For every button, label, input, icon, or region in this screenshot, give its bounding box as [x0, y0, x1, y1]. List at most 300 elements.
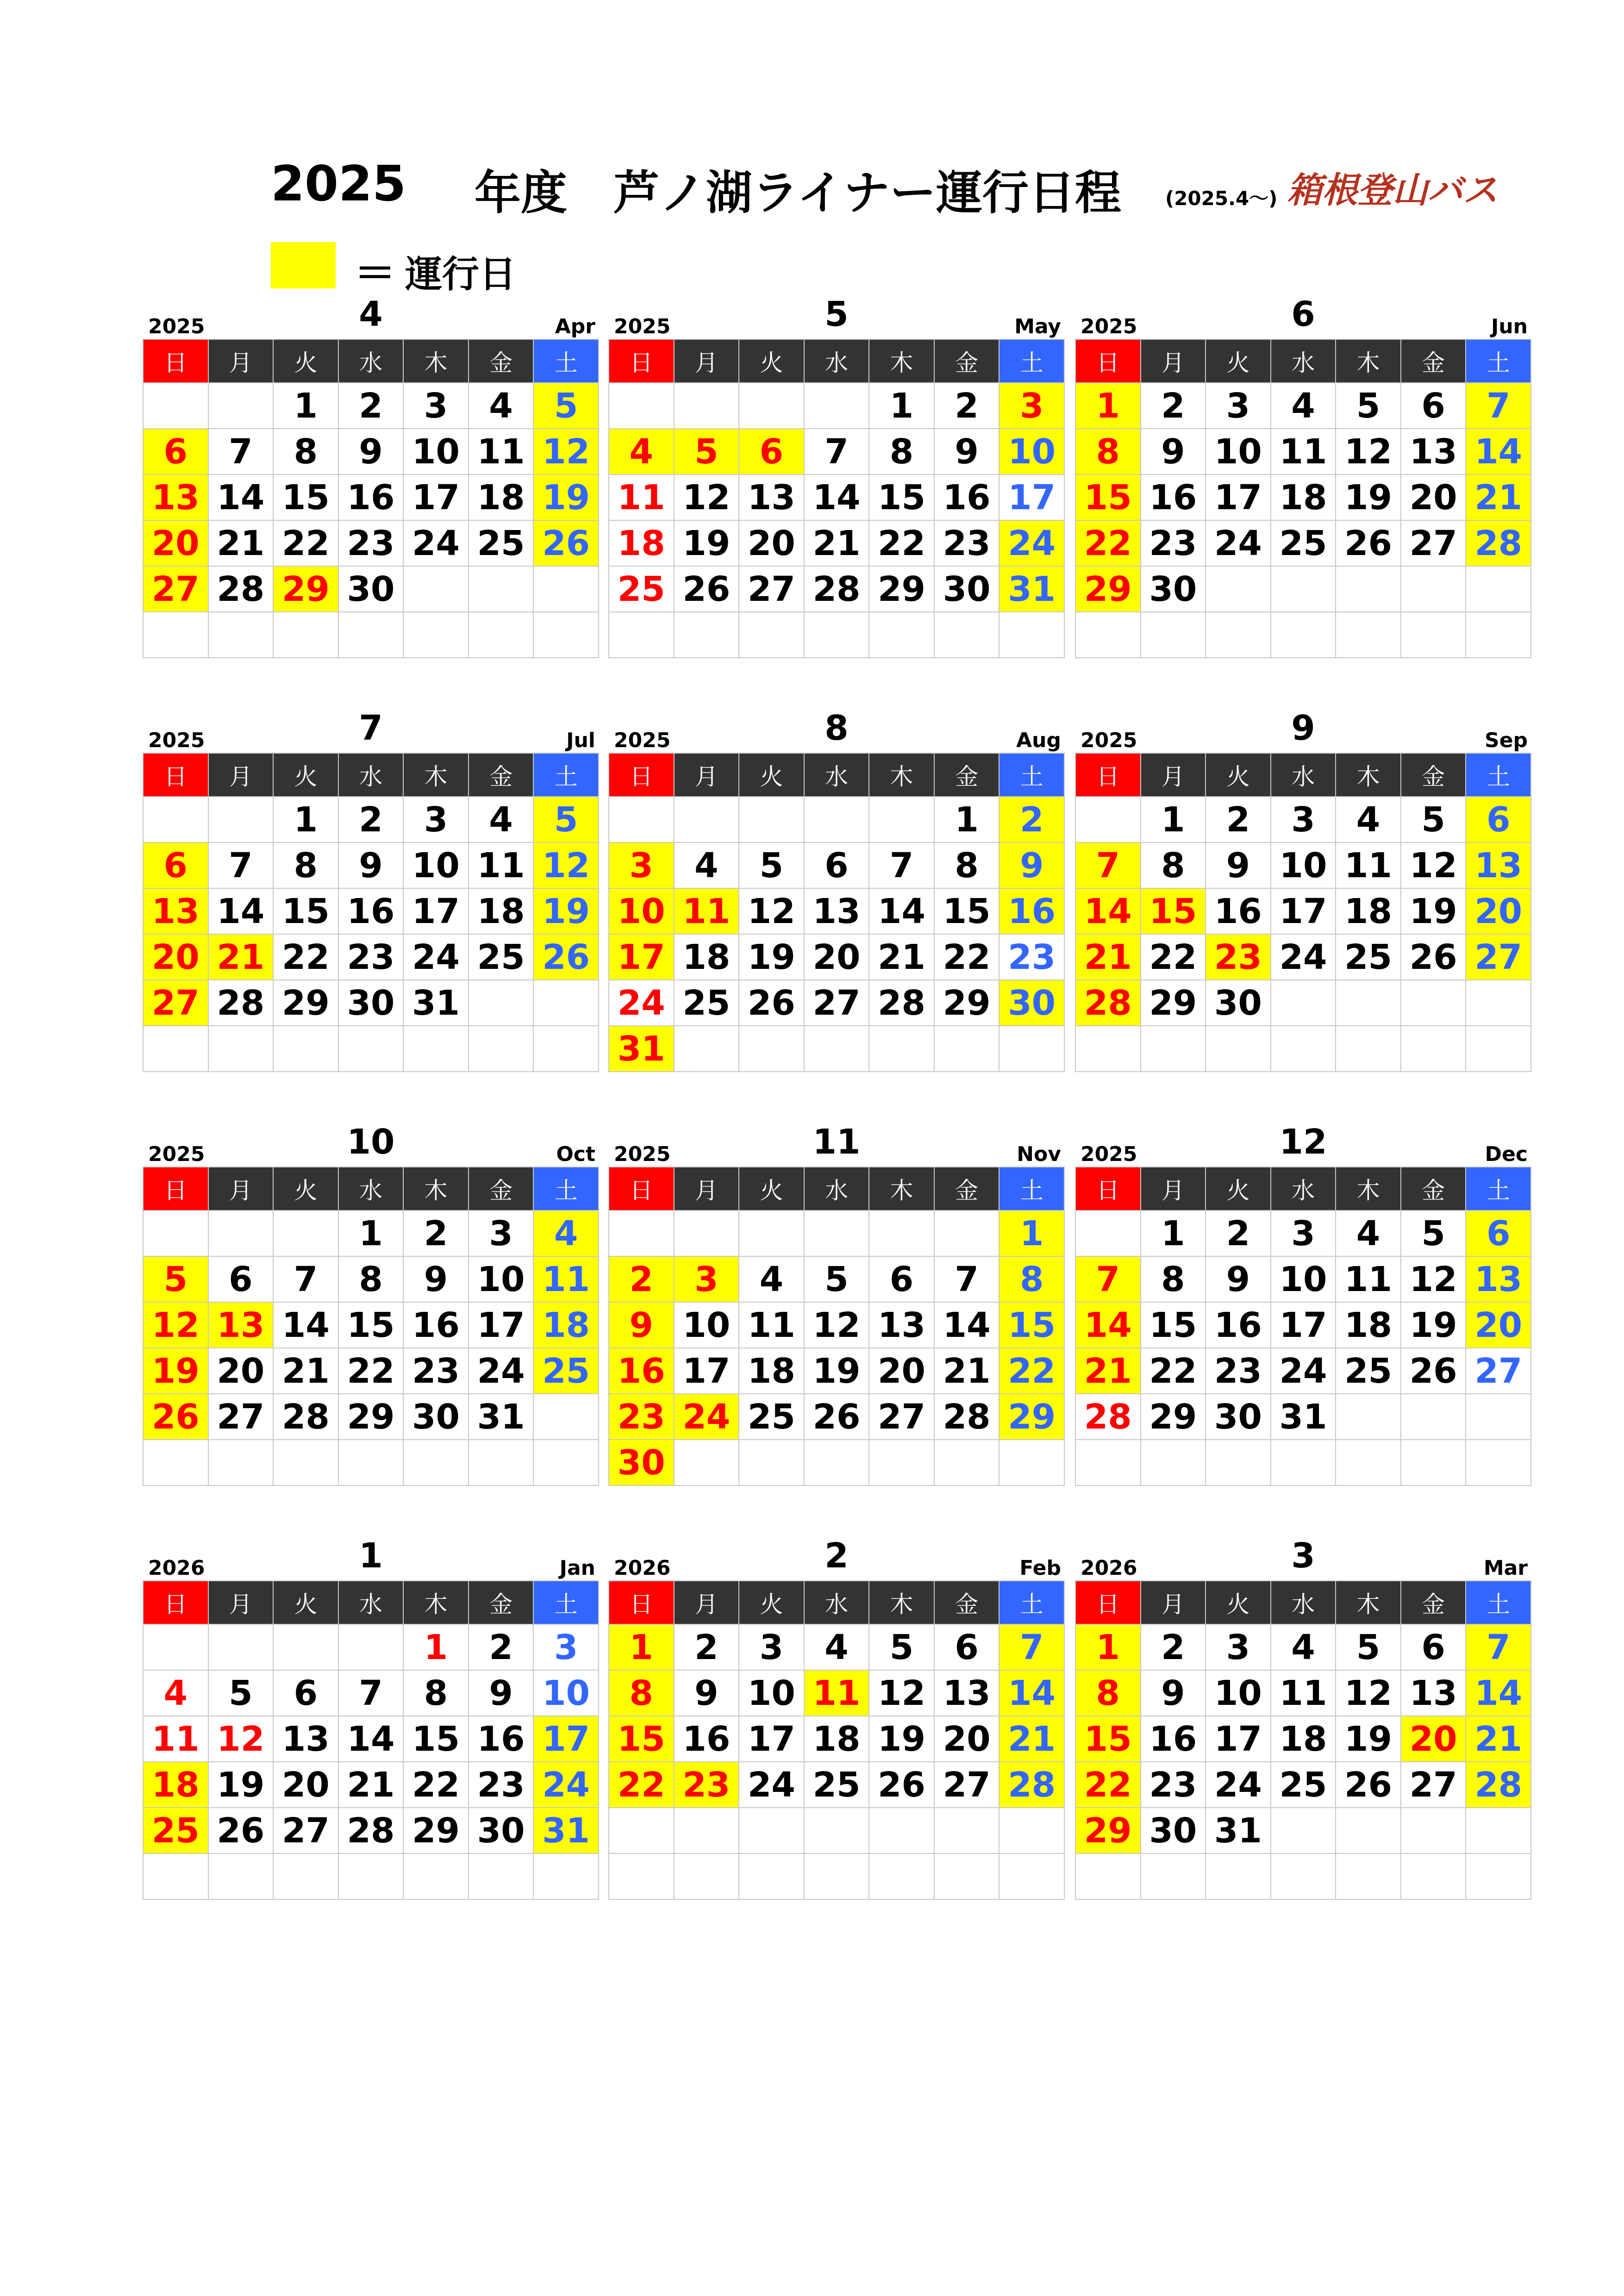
- month-name-en: Aug: [1016, 729, 1061, 752]
- weekday-header: 金: [934, 1581, 999, 1624]
- empty-day-cell: [143, 1853, 208, 1899]
- empty-day-cell: [143, 383, 208, 429]
- weekday-header: 月: [674, 339, 739, 383]
- weekday-header: 月: [674, 753, 739, 797]
- weekday-header: 水: [1271, 339, 1336, 383]
- day-cell: 16: [674, 1716, 739, 1762]
- month-number: 1: [359, 1536, 383, 1576]
- weekday-header: 日: [609, 339, 674, 383]
- day-cell: 27: [1401, 520, 1466, 566]
- empty-day-cell: [208, 1853, 274, 1899]
- empty-day-cell: [1401, 1853, 1466, 1899]
- empty-day-cell: [869, 1808, 934, 1853]
- day-cell: 1: [609, 1624, 674, 1670]
- empty-day-cell: [999, 1026, 1064, 1072]
- day-cell: 18: [674, 934, 739, 980]
- day-cell: 28: [338, 1808, 404, 1853]
- day-cell: 10: [999, 429, 1064, 474]
- day-cell: 21: [999, 1716, 1064, 1762]
- day-cell: 25: [143, 1808, 208, 1853]
- day-cell: 18: [739, 1348, 804, 1394]
- empty-day-cell: [674, 797, 739, 842]
- empty-day-cell: [1336, 1394, 1401, 1440]
- day-cell: 31: [533, 1808, 599, 1853]
- day-cell: 5: [1401, 797, 1466, 842]
- day-cell: 31: [403, 980, 468, 1026]
- day-cell: 23: [338, 934, 404, 980]
- day-cell: 2: [1141, 383, 1206, 429]
- weekday-header: 水: [1271, 1581, 1336, 1624]
- empty-day-cell: [1401, 980, 1466, 1026]
- day-cell: 14: [934, 1302, 999, 1348]
- month-header: [1075, 294, 1531, 336]
- weekday-header: 木: [403, 753, 468, 797]
- weekday-header: 水: [804, 1581, 869, 1624]
- title-text: 年度 芦ノ湖ライナー運行日程: [475, 166, 1121, 220]
- weekday-header: 土: [1466, 753, 1531, 797]
- weekday-header: 月: [1141, 1581, 1206, 1624]
- empty-day-cell: [804, 1440, 869, 1485]
- month-calendar-apr: [143, 294, 599, 654]
- day-cell: 15: [1141, 1302, 1206, 1348]
- day-cell: 29: [869, 566, 934, 612]
- day-cell: 12: [1401, 842, 1466, 888]
- day-cell: 2: [338, 797, 404, 842]
- day-cell: 28: [208, 566, 274, 612]
- day-cell: 25: [739, 1394, 804, 1440]
- day-cell: 16: [1206, 1302, 1271, 1348]
- day-cell: 1: [338, 1210, 404, 1256]
- day-cell: 18: [468, 474, 534, 520]
- weekday-header: 火: [739, 1581, 804, 1624]
- empty-day-cell: [609, 1853, 674, 1899]
- month-name-en: Sep: [1484, 729, 1528, 752]
- empty-day-cell: [403, 1853, 468, 1899]
- day-cell: 31: [468, 1394, 534, 1440]
- month-days-table: [143, 1580, 599, 1900]
- day-cell: 29: [1141, 980, 1206, 1026]
- day-cell: 26: [1336, 1762, 1401, 1808]
- day-cell: 23: [468, 1762, 534, 1808]
- day-cell: 19: [674, 520, 739, 566]
- day-cell: 25: [1271, 1762, 1336, 1808]
- empty-day-cell: [143, 1026, 208, 1072]
- weekday-header: 日: [609, 1167, 674, 1210]
- day-cell: 31: [999, 566, 1064, 612]
- day-cell: 3: [468, 1210, 534, 1256]
- day-cell: 25: [804, 1762, 869, 1808]
- day-cell: 9: [403, 1256, 468, 1302]
- day-cell: 23: [999, 934, 1064, 980]
- day-cell: 21: [934, 1348, 999, 1394]
- day-cell: 10: [533, 1670, 599, 1716]
- empty-day-cell: [1466, 1026, 1531, 1072]
- day-cell: 19: [1336, 474, 1401, 520]
- weekday-header: 火: [1206, 1581, 1271, 1624]
- day-cell: 30: [403, 1394, 468, 1440]
- day-cell: 29: [403, 1808, 468, 1853]
- empty-day-cell: [208, 1624, 274, 1670]
- day-cell: 12: [1336, 1670, 1401, 1716]
- weekday-header: 土: [533, 1581, 599, 1624]
- day-cell: 15: [1075, 1716, 1141, 1762]
- day-cell: 2: [1141, 1624, 1206, 1670]
- day-cell: 12: [208, 1716, 274, 1762]
- empty-day-cell: [1466, 566, 1531, 612]
- day-cell: 1: [869, 383, 934, 429]
- empty-day-cell: [468, 980, 534, 1026]
- month-year: 2025: [1081, 1142, 1137, 1166]
- month-year: 2025: [148, 315, 205, 338]
- day-cell: 3: [739, 1624, 804, 1670]
- day-cell: 30: [468, 1808, 534, 1853]
- month-header: [1075, 1122, 1531, 1164]
- day-cell: 18: [468, 888, 534, 934]
- day-cell: 4: [609, 429, 674, 474]
- day-cell: 3: [999, 383, 1064, 429]
- empty-day-cell: [1075, 1440, 1141, 1485]
- month-number: 3: [1291, 1536, 1315, 1576]
- day-cell: 11: [1336, 1256, 1401, 1302]
- month-days-table: [1075, 339, 1531, 658]
- day-cell: 28: [208, 980, 274, 1026]
- day-cell: 2: [468, 1624, 534, 1670]
- day-cell: 23: [674, 1762, 739, 1808]
- weekday-header: 金: [1401, 1581, 1466, 1624]
- month-header: [143, 1536, 599, 1578]
- day-cell: 3: [609, 842, 674, 888]
- day-cell: 26: [674, 566, 739, 612]
- day-cell: 21: [1466, 474, 1531, 520]
- day-cell: 17: [403, 474, 468, 520]
- day-cell: 20: [143, 520, 208, 566]
- weekday-header: 金: [468, 339, 534, 383]
- month-year: 2025: [614, 1142, 671, 1166]
- weekday-header: 金: [934, 1167, 999, 1210]
- day-cell: 29: [273, 980, 338, 1026]
- empty-day-cell: [804, 383, 869, 429]
- empty-day-cell: [1336, 1440, 1401, 1485]
- empty-day-cell: [1141, 1026, 1206, 1072]
- weekday-header: 金: [1401, 339, 1466, 383]
- month-header: [608, 1536, 1065, 1578]
- weekday-header: 火: [1206, 339, 1271, 383]
- day-cell: 16: [338, 888, 404, 934]
- day-cell: 9: [1141, 429, 1206, 474]
- day-cell: 28: [999, 1762, 1064, 1808]
- month-year: 2026: [1081, 1556, 1137, 1580]
- weekday-header: 木: [403, 339, 468, 383]
- month-number: 4: [359, 294, 383, 334]
- month-number: 12: [1279, 1122, 1327, 1162]
- weekday-header: 金: [1401, 1167, 1466, 1210]
- empty-day-cell: [1466, 1440, 1531, 1485]
- empty-day-cell: [1141, 612, 1206, 658]
- day-cell: 24: [1271, 1348, 1336, 1394]
- day-cell: 15: [338, 1302, 404, 1348]
- month-year: 2026: [614, 1556, 671, 1580]
- day-cell: 16: [338, 474, 404, 520]
- day-cell: 23: [1141, 1762, 1206, 1808]
- empty-day-cell: [609, 1210, 674, 1256]
- weekday-header: 月: [208, 1581, 274, 1624]
- day-cell: 11: [739, 1302, 804, 1348]
- empty-day-cell: [934, 1853, 999, 1899]
- weekday-header: 土: [999, 753, 1064, 797]
- weekday-header: 月: [1141, 753, 1206, 797]
- empty-day-cell: [1141, 1440, 1206, 1485]
- legend-label: 運行日: [405, 253, 516, 296]
- day-cell: 26: [739, 980, 804, 1026]
- weekday-header: 火: [1206, 1167, 1271, 1210]
- day-cell: 24: [1271, 934, 1336, 980]
- month-year: 2025: [614, 729, 671, 752]
- weekday-header: 火: [273, 1167, 338, 1210]
- empty-day-cell: [739, 612, 804, 658]
- day-cell: 23: [1206, 934, 1271, 980]
- day-cell: 26: [533, 934, 599, 980]
- day-cell: 2: [999, 797, 1064, 842]
- weekday-header: 木: [869, 339, 934, 383]
- day-cell: 7: [208, 842, 274, 888]
- day-cell: 19: [143, 1348, 208, 1394]
- day-cell: 6: [1401, 1624, 1466, 1670]
- empty-day-cell: [999, 1853, 1064, 1899]
- day-cell: 8: [1141, 1256, 1206, 1302]
- day-cell: 13: [208, 1302, 274, 1348]
- empty-day-cell: [273, 1624, 338, 1670]
- empty-day-cell: [208, 1440, 274, 1485]
- empty-day-cell: [1271, 980, 1336, 1026]
- day-cell: 14: [208, 474, 274, 520]
- day-cell: 1: [1141, 797, 1206, 842]
- day-cell: 10: [1206, 429, 1271, 474]
- day-cell: 17: [1206, 1716, 1271, 1762]
- weekday-header: 金: [1401, 753, 1466, 797]
- empty-day-cell: [1401, 1808, 1466, 1853]
- day-cell: 23: [1206, 1348, 1271, 1394]
- empty-day-cell: [1401, 612, 1466, 658]
- empty-day-cell: [804, 1210, 869, 1256]
- empty-day-cell: [1206, 1440, 1271, 1485]
- day-cell: 30: [934, 566, 999, 612]
- empty-day-cell: [804, 1026, 869, 1072]
- day-cell: 8: [403, 1670, 468, 1716]
- day-cell: 19: [739, 934, 804, 980]
- weekday-header: 火: [739, 339, 804, 383]
- empty-day-cell: [1336, 1808, 1401, 1853]
- day-cell: 1: [273, 383, 338, 429]
- weekday-header: 月: [208, 1167, 274, 1210]
- day-cell: 15: [273, 474, 338, 520]
- day-cell: 10: [1271, 842, 1336, 888]
- empty-day-cell: [1271, 566, 1336, 612]
- day-cell: 13: [1466, 842, 1531, 888]
- empty-day-cell: [1271, 612, 1336, 658]
- month-days-table: [608, 339, 1065, 658]
- month-calendar-dec: [1075, 1122, 1531, 1481]
- month-number: 10: [347, 1122, 395, 1162]
- weekday-header: 水: [1271, 1167, 1336, 1210]
- weekday-header: 日: [1075, 339, 1141, 383]
- day-cell: 20: [208, 1348, 274, 1394]
- month-days-table: [608, 753, 1065, 1072]
- weekday-header: 木: [1336, 1167, 1401, 1210]
- day-cell: 28: [869, 980, 934, 1026]
- empty-day-cell: [1336, 566, 1401, 612]
- day-cell: 21: [869, 934, 934, 980]
- day-cell: 30: [1141, 1808, 1206, 1853]
- empty-day-cell: [143, 797, 208, 842]
- day-cell: 8: [1075, 1670, 1141, 1716]
- day-cell: 14: [208, 888, 274, 934]
- day-cell: 17: [674, 1348, 739, 1394]
- day-cell: 13: [1401, 429, 1466, 474]
- day-cell: 9: [468, 1670, 534, 1716]
- empty-day-cell: [609, 383, 674, 429]
- day-cell: 8: [934, 842, 999, 888]
- day-cell: 16: [403, 1302, 468, 1348]
- day-cell: 10: [403, 429, 468, 474]
- empty-day-cell: [208, 383, 274, 429]
- day-cell: 13: [273, 1716, 338, 1762]
- day-cell: 3: [403, 797, 468, 842]
- weekday-header: 月: [1141, 1167, 1206, 1210]
- day-cell: 30: [1141, 566, 1206, 612]
- day-cell: 15: [934, 888, 999, 934]
- day-cell: 13: [739, 474, 804, 520]
- weekday-header: 水: [1271, 753, 1336, 797]
- empty-day-cell: [208, 797, 274, 842]
- weekday-header: 木: [1336, 1581, 1401, 1624]
- day-cell: 4: [468, 797, 534, 842]
- day-cell: 22: [403, 1762, 468, 1808]
- empty-day-cell: [1401, 566, 1466, 612]
- month-number: 9: [1291, 708, 1315, 748]
- empty-day-cell: [1271, 1853, 1336, 1899]
- day-cell: 4: [1336, 1210, 1401, 1256]
- empty-day-cell: [869, 1440, 934, 1485]
- day-cell: 24: [403, 934, 468, 980]
- day-cell: 19: [804, 1348, 869, 1394]
- day-cell: 26: [143, 1394, 208, 1440]
- empty-day-cell: [1271, 1026, 1336, 1072]
- empty-day-cell: [869, 1210, 934, 1256]
- day-cell: 15: [1075, 474, 1141, 520]
- weekday-header: 日: [1075, 1581, 1141, 1624]
- day-cell: 21: [1075, 1348, 1141, 1394]
- empty-day-cell: [1336, 612, 1401, 658]
- day-cell: 24: [1206, 520, 1271, 566]
- weekday-header: 金: [934, 753, 999, 797]
- day-cell: 4: [674, 842, 739, 888]
- weekday-header: 土: [999, 1581, 1064, 1624]
- month-name-en: Jul: [566, 729, 595, 752]
- month-calendar-sep: [1075, 708, 1531, 1067]
- day-cell: 22: [934, 934, 999, 980]
- day-cell: 12: [1401, 1256, 1466, 1302]
- day-cell: 24: [739, 1762, 804, 1808]
- day-cell: 30: [1206, 1394, 1271, 1440]
- day-cell: 8: [338, 1256, 404, 1302]
- day-cell: 21: [338, 1762, 404, 1808]
- weekday-header: 月: [208, 339, 274, 383]
- day-cell: 27: [1466, 1348, 1531, 1394]
- legend-equals: ＝: [354, 249, 396, 298]
- day-cell: 24: [533, 1762, 599, 1808]
- day-cell: 23: [338, 520, 404, 566]
- month-calendar-jun: [1075, 294, 1531, 654]
- weekday-header: 木: [869, 753, 934, 797]
- month-header: [143, 708, 599, 750]
- day-cell: 16: [1141, 474, 1206, 520]
- day-cell: 10: [1206, 1670, 1271, 1716]
- day-cell: 5: [533, 797, 599, 842]
- weekday-header: 土: [533, 339, 599, 383]
- day-cell: 4: [739, 1256, 804, 1302]
- day-cell: 11: [1271, 429, 1336, 474]
- empty-day-cell: [804, 1853, 869, 1899]
- empty-day-cell: [999, 1440, 1064, 1485]
- empty-day-cell: [533, 566, 599, 612]
- day-cell: 11: [468, 429, 534, 474]
- month-calendar-nov: [608, 1122, 1065, 1481]
- day-cell: 10: [1271, 1256, 1336, 1302]
- day-cell: 6: [143, 429, 208, 474]
- day-cell: 29: [934, 980, 999, 1026]
- day-cell: 27: [1466, 934, 1531, 980]
- empty-day-cell: [1336, 1026, 1401, 1072]
- empty-day-cell: [739, 1853, 804, 1899]
- empty-day-cell: [804, 797, 869, 842]
- day-cell: 13: [934, 1670, 999, 1716]
- day-cell: 8: [869, 429, 934, 474]
- day-cell: 26: [1401, 934, 1466, 980]
- day-cell: 28: [1075, 1394, 1141, 1440]
- empty-day-cell: [468, 612, 534, 658]
- empty-day-cell: [1336, 1853, 1401, 1899]
- day-cell: 23: [609, 1394, 674, 1440]
- day-cell: 27: [208, 1394, 274, 1440]
- empty-day-cell: [739, 1808, 804, 1853]
- day-cell: 14: [1466, 1670, 1531, 1716]
- day-cell: 26: [804, 1394, 869, 1440]
- title-year: 2025: [271, 156, 406, 212]
- day-cell: 6: [739, 429, 804, 474]
- empty-day-cell: [869, 797, 934, 842]
- legend: [271, 242, 687, 298]
- day-cell: 29: [1075, 566, 1141, 612]
- title-note: (2025.4～): [1165, 187, 1278, 210]
- empty-day-cell: [1401, 1394, 1466, 1440]
- day-cell: 14: [1466, 429, 1531, 474]
- empty-day-cell: [999, 1808, 1064, 1853]
- day-cell: 13: [143, 474, 208, 520]
- day-cell: 12: [1336, 429, 1401, 474]
- day-cell: 12: [533, 429, 599, 474]
- day-cell: 27: [143, 980, 208, 1026]
- empty-day-cell: [1075, 1026, 1141, 1072]
- weekday-header: 土: [1466, 1581, 1531, 1624]
- day-cell: 31: [1206, 1808, 1271, 1853]
- day-cell: 17: [739, 1716, 804, 1762]
- day-cell: 28: [1466, 1762, 1531, 1808]
- month-name-en: Feb: [1019, 1556, 1061, 1580]
- empty-day-cell: [1075, 1853, 1141, 1899]
- month-days-table: [1075, 1580, 1531, 1900]
- day-cell: 30: [338, 980, 404, 1026]
- day-cell: 4: [804, 1624, 869, 1670]
